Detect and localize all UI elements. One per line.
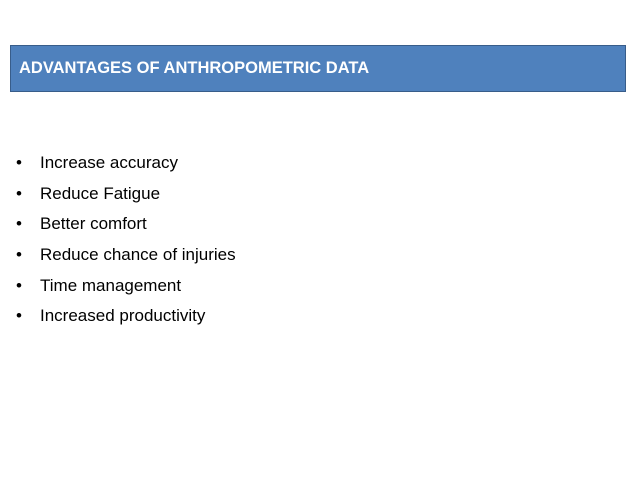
bullet-text: Increased productivity [40, 306, 206, 326]
bullet-list [16, 148, 236, 332]
bullet-icon: • [16, 214, 22, 234]
bullet-item [16, 270, 236, 301]
bullet-icon: • [16, 306, 22, 326]
bullet-item [16, 240, 236, 271]
bullet-text: Reduce Fatigue [40, 183, 161, 203]
bullet-text: Better comfort [40, 214, 147, 234]
bullet-item [16, 301, 236, 332]
bullet-text: Time management [40, 275, 182, 295]
title-bar [10, 45, 626, 92]
bullet-icon: • [16, 275, 22, 295]
bullet-item [16, 209, 236, 240]
slide-title: ADVANTAGES OF ANTHROPOMETRIC DATA [19, 59, 370, 77]
bullet-text: Increase accuracy [40, 153, 178, 173]
bullet-icon: • [16, 183, 22, 203]
bullet-icon: • [16, 245, 22, 265]
bullet-icon: • [16, 153, 22, 173]
bullet-text: Reduce chance of injuries [40, 245, 236, 265]
bullet-item [16, 148, 236, 179]
bullet-item [16, 179, 236, 210]
